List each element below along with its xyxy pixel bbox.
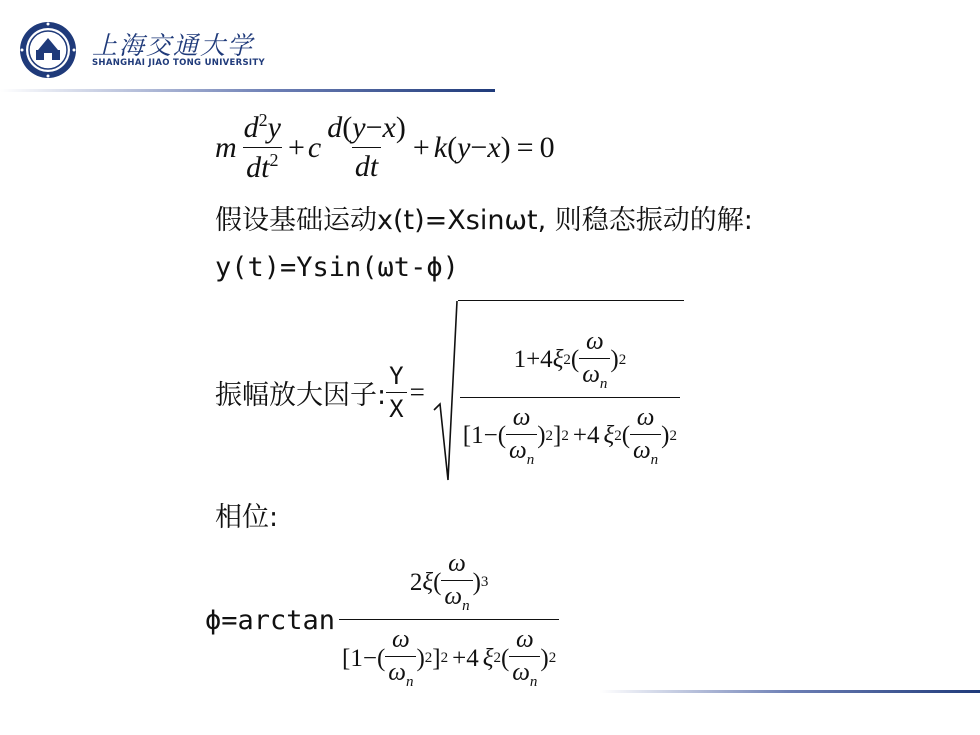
university-seal-icon (18, 20, 78, 80)
amplification-factor-equation: 振幅放大因子: $\frac{Y}{X}$ = 1+4 ξ 2 ( $\frac{\omega}{\omega_n}$ ) 2 [1−( $\frac{\omega}{\omega_n}$ ) 2 ] 2 +4 ξ 2 ( $\frac{\omega}{\omega_n}$ ) 2 (215, 300, 684, 485)
header-divider (0, 89, 495, 92)
university-name-en: SHANGHAI JIAO TONG UNIVERSITY (92, 58, 265, 68)
phase-equation: ϕ=arctan 2 ξ ( $\frac{\omega}{\omega_n}$ ) 3 [1−( $\frac{\omega}{\omega_n}$ ) 2 ] 2 +4 ξ 2 ( $\frac{\omega}{\omega_n}$ ) 2 (205, 550, 559, 691)
phase-label: 相位: (215, 502, 279, 533)
university-name-cn: 上海交通大学 (92, 31, 255, 60)
square-root: 1+4 ξ 2 ( $\frac{\omega}{\omega_n}$ ) 2 [1−( $\frac{\omega}{\omega_n}$ ) 2 ] 2 +4 ξ 2 ( $\frac{\omega}{\omega_n}$ ) 2 (432, 300, 684, 485)
ratio-denominator: X (386, 392, 406, 423)
phase-prefix: ϕ=arctan (205, 605, 336, 636)
ratio-numerator: Y (389, 362, 404, 390)
footer-divider (600, 690, 980, 693)
radical-sign-icon (432, 300, 458, 485)
equation-of-motion: m $\frac{d^2y}{dt^2}$ + c $\frac{d(y-x)}{dt}$ + k ( y − x ) = 0 (215, 110, 555, 184)
base-motion-text: 假设基础运动x(t)=Xsinωt, 则稳态振动的解: (215, 205, 753, 236)
response-text: y(t)=Ysin(ωt-ϕ) (215, 252, 459, 283)
amplification-label: 振幅放大因子: (215, 380, 387, 411)
